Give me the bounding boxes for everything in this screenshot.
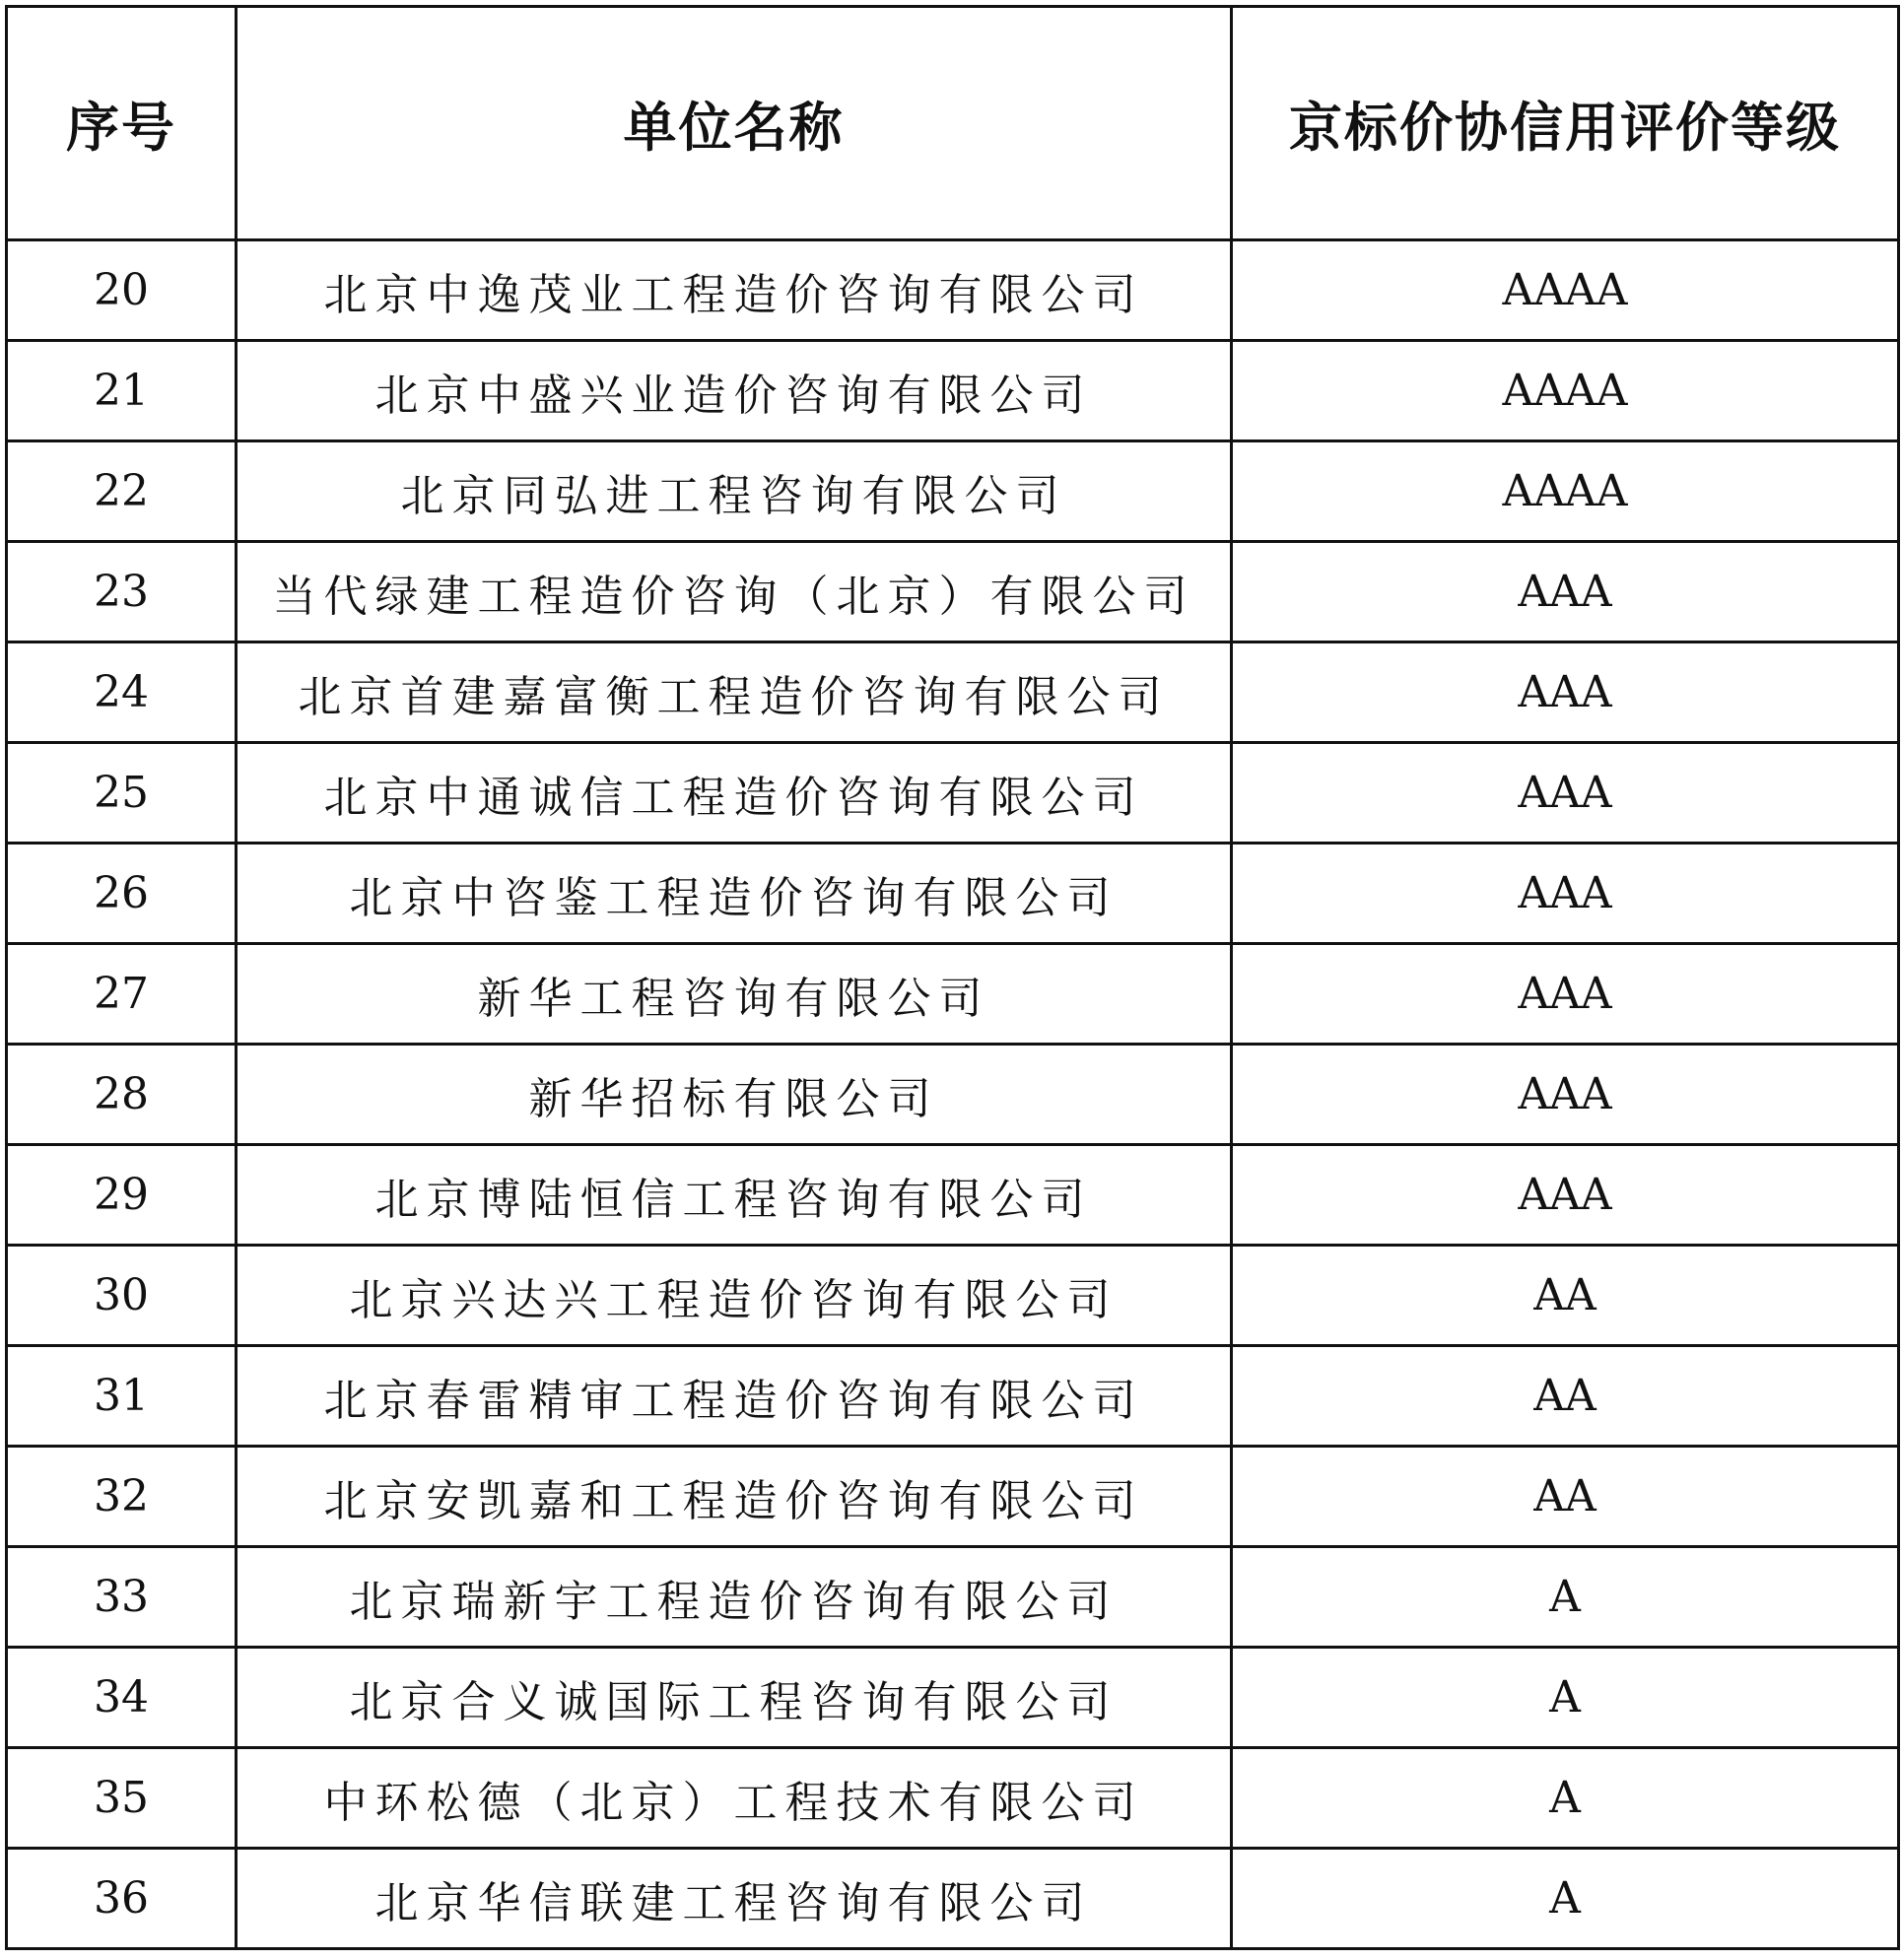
row-company-name: 北京瑞新宇工程造价咨询有限公司 xyxy=(237,1547,1232,1648)
row-company-name: 北京中通诚信工程造价咨询有限公司 xyxy=(237,743,1232,844)
row-company-name: 北京博陆恒信工程咨询有限公司 xyxy=(237,1145,1232,1246)
row-seq: 20 xyxy=(7,240,237,341)
row-seq: 33 xyxy=(7,1547,237,1648)
header-grade: 京标价协信用评价等级 xyxy=(1232,7,1899,240)
row-credit-grade: AAAA xyxy=(1232,341,1899,441)
row-credit-grade: A xyxy=(1232,1849,1899,1949)
document-page xyxy=(5,5,1897,1950)
row-company-name: 北京中盛兴业造价咨询有限公司 xyxy=(237,341,1232,441)
row-credit-grade: AAA xyxy=(1232,743,1899,844)
header-row xyxy=(7,7,1899,240)
table-row xyxy=(7,542,1899,642)
table-row xyxy=(7,1346,1899,1447)
row-company-name: 北京安凯嘉和工程造价咨询有限公司 xyxy=(237,1447,1232,1547)
table-row xyxy=(7,1849,1899,1949)
row-credit-grade: AAA xyxy=(1232,1045,1899,1145)
table-header xyxy=(7,7,1899,240)
row-company-name: 当代绿建工程造价咨询（北京）有限公司 xyxy=(237,542,1232,642)
table-row xyxy=(7,1547,1899,1648)
row-credit-grade: AAA xyxy=(1232,1145,1899,1246)
table-row xyxy=(7,642,1899,743)
row-seq: 27 xyxy=(7,944,237,1045)
row-company-name: 北京首建嘉富衡工程造价咨询有限公司 xyxy=(237,642,1232,743)
row-credit-grade: A xyxy=(1232,1547,1899,1648)
header-seq: 序号 xyxy=(7,7,237,240)
row-company-name: 北京兴达兴工程造价咨询有限公司 xyxy=(237,1246,1232,1346)
row-seq: 29 xyxy=(7,1145,237,1246)
table-row xyxy=(7,341,1899,441)
row-credit-grade: AAA xyxy=(1232,542,1899,642)
row-company-name: 北京合义诚国际工程咨询有限公司 xyxy=(237,1648,1232,1748)
table-body xyxy=(7,240,1899,1949)
row-seq: 28 xyxy=(7,1045,237,1145)
row-seq: 35 xyxy=(7,1748,237,1849)
row-credit-grade: AA xyxy=(1232,1447,1899,1547)
row-credit-grade: AA xyxy=(1232,1346,1899,1447)
row-seq: 31 xyxy=(7,1346,237,1447)
row-credit-grade: AAA xyxy=(1232,844,1899,944)
row-company-name: 北京中咨鉴工程造价咨询有限公司 xyxy=(237,844,1232,944)
row-seq: 32 xyxy=(7,1447,237,1547)
row-company-name: 新华工程咨询有限公司 xyxy=(237,944,1232,1045)
row-company-name: 中环松德（北京）工程技术有限公司 xyxy=(237,1748,1232,1849)
row-credit-grade: AAA xyxy=(1232,944,1899,1045)
table-row xyxy=(7,844,1899,944)
row-seq: 30 xyxy=(7,1246,237,1346)
row-seq: 25 xyxy=(7,743,237,844)
table-row xyxy=(7,441,1899,542)
row-credit-grade: AAAA xyxy=(1232,441,1899,542)
table-row xyxy=(7,240,1899,341)
row-seq: 34 xyxy=(7,1648,237,1748)
row-seq: 36 xyxy=(7,1849,237,1949)
row-company-name: 北京春雷精审工程造价咨询有限公司 xyxy=(237,1346,1232,1447)
row-company-name: 北京同弘进工程咨询有限公司 xyxy=(237,441,1232,542)
row-credit-grade: AAA xyxy=(1232,642,1899,743)
table-row xyxy=(7,944,1899,1045)
header-name: 单位名称 xyxy=(237,7,1232,240)
row-company-name: 新华招标有限公司 xyxy=(237,1045,1232,1145)
row-credit-grade: AA xyxy=(1232,1246,1899,1346)
table-row xyxy=(7,1748,1899,1849)
row-credit-grade: A xyxy=(1232,1748,1899,1849)
row-credit-grade: A xyxy=(1232,1648,1899,1748)
credit-grade-table xyxy=(5,5,1900,1950)
table-row xyxy=(7,743,1899,844)
table-row xyxy=(7,1447,1899,1547)
row-company-name: 北京中逸茂业工程造价咨询有限公司 xyxy=(237,240,1232,341)
row-company-name: 北京华信联建工程咨询有限公司 xyxy=(237,1849,1232,1949)
row-seq: 24 xyxy=(7,642,237,743)
row-seq: 22 xyxy=(7,441,237,542)
table-row xyxy=(7,1246,1899,1346)
row-credit-grade: AAAA xyxy=(1232,240,1899,341)
row-seq: 26 xyxy=(7,844,237,944)
row-seq: 21 xyxy=(7,341,237,441)
table-row xyxy=(7,1045,1899,1145)
row-seq: 23 xyxy=(7,542,237,642)
table-row xyxy=(7,1145,1899,1246)
table-row xyxy=(7,1648,1899,1748)
